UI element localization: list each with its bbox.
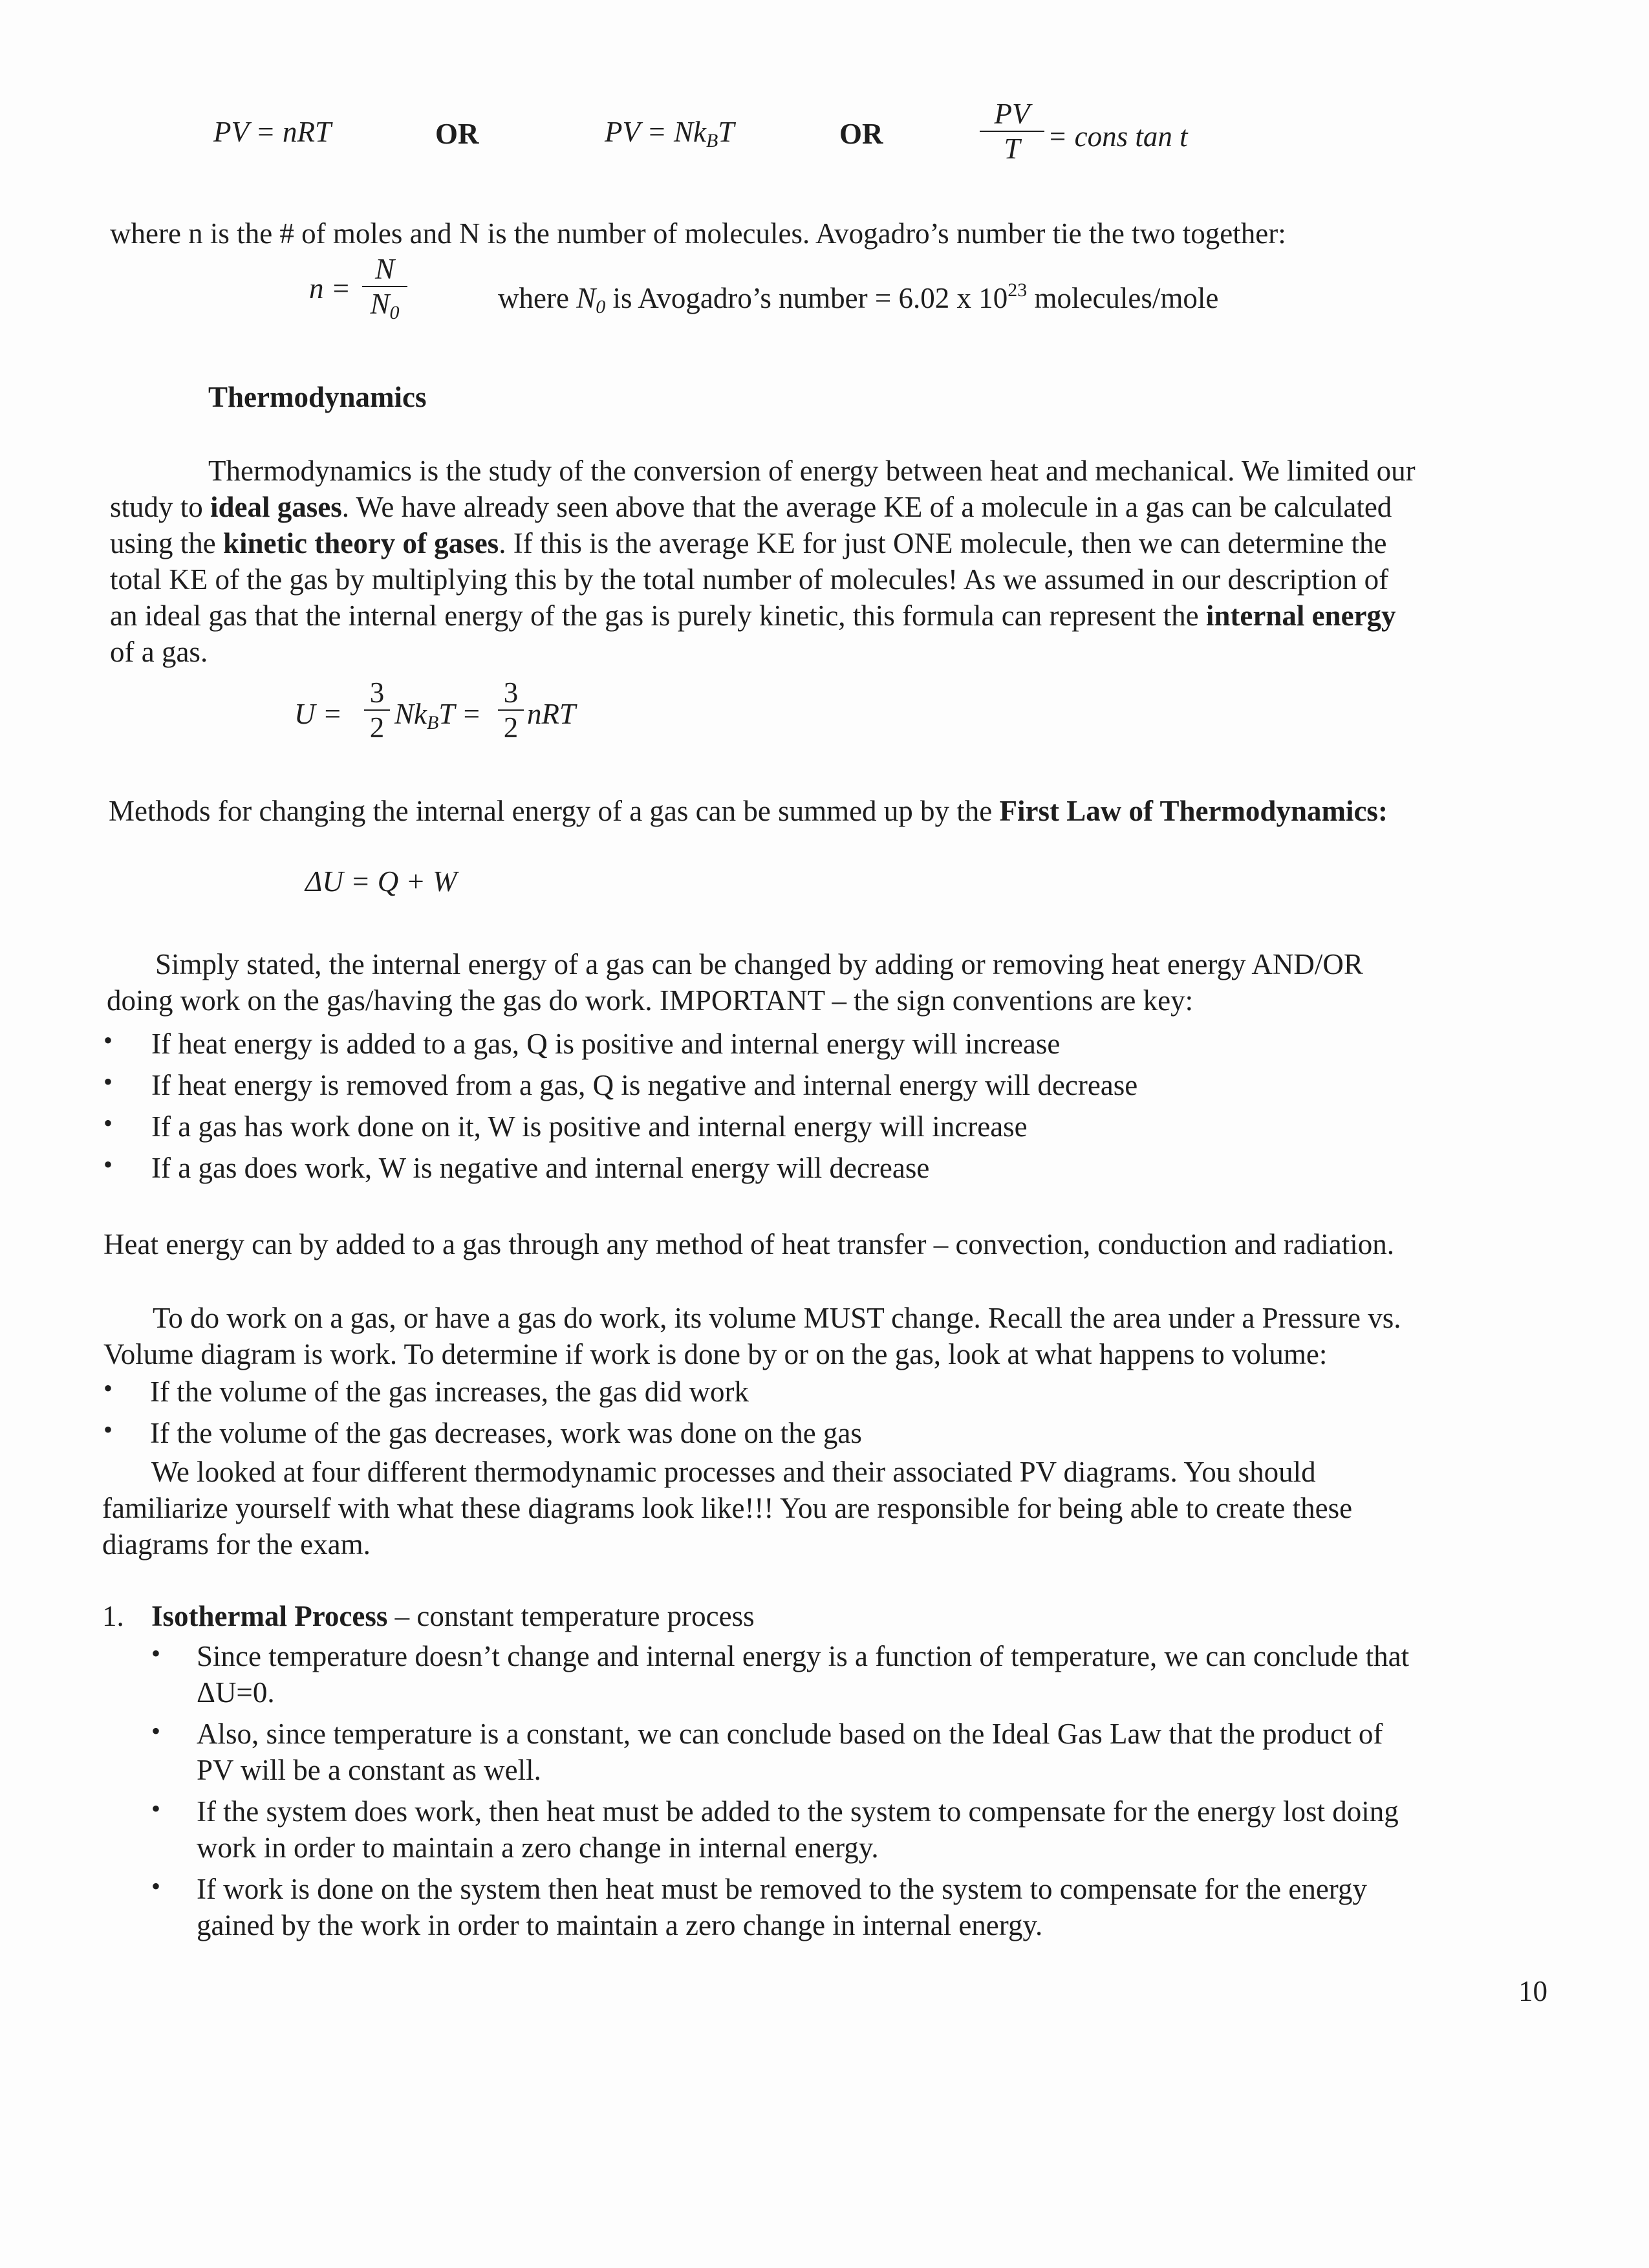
bullet-icon: •	[103, 1374, 113, 1403]
fraction-denominator: 2	[498, 709, 524, 744]
para-line: Simply stated, the internal energy of a gas can be changed by adding or removing heat energy AND/OR	[155, 948, 1363, 980]
list-item-text: Also, since temperature is a constant, we can conclude based on the Ideal Gas Law that the product of PV will be a constant as well.	[197, 1718, 1383, 1786]
bullet-icon: •	[103, 1150, 113, 1179]
or-label-2: OR	[839, 118, 883, 150]
list-item-text: If the volume of the gas decreases, work was done on the gas	[150, 1417, 862, 1449]
bullet-icon: •	[151, 1872, 161, 1901]
list-item-text: If heat energy is removed from a gas, Q is negative and internal energy will decrease	[151, 1069, 1138, 1101]
work-paragraph	[103, 1300, 1591, 1372]
three-halves-fraction-1	[364, 676, 390, 744]
fraction-denominator: T	[980, 131, 1044, 166]
para-line: Volume diagram is work. To determine if work is done by or on the gas, look at what happens to volume:	[103, 1338, 1328, 1370]
or-label-1: OR	[435, 118, 479, 150]
first-law-equation: ΔU = Q + W	[305, 865, 457, 898]
para-line: Thermodynamics is the study of the conversion of energy between heat and mechanical. We limited our	[208, 455, 1416, 487]
bullet-icon: •	[103, 1067, 113, 1096]
para-line: To do work on a gas, or have a gas do work, its volume MUST change. Recall the area under a Pressure vs.	[153, 1302, 1401, 1334]
list-item-text: If a gas has work done on it, W is positive and internal energy will increase	[151, 1110, 1028, 1143]
section-heading: Thermodynamics	[208, 381, 427, 413]
avogadro-definition: where $N_0$ is Avogadro’s number = 6.02 x $10^{23}$ molecules/mole	[498, 279, 1219, 318]
para-line: of a gas.	[110, 636, 208, 668]
bullet-icon: •	[103, 1108, 113, 1138]
bullet-icon: •	[151, 1716, 161, 1745]
internal-energy-end: nRT	[527, 698, 576, 730]
para-line: familiarize yourself with what these diagrams look like!!! You are responsible for being able to create these	[102, 1492, 1353, 1524]
list-item-text: If a gas does work, W is negative and internal energy will decrease	[151, 1152, 930, 1184]
page-number: 10	[1518, 1975, 1547, 2007]
isothermal-heading: Isothermal Process – constant temperature process	[151, 1600, 755, 1632]
fraction-numerator: PV	[994, 98, 1030, 130]
para-line: study to ideal gases. We have already seen above that the average KE of a molecule in a gas can be calculated	[110, 491, 1392, 523]
list-item-text: Since temperature doesn’t change and internal energy is a function of temperature, we can conclude that ΔU=0.	[197, 1640, 1410, 1709]
bullet-icon: •	[103, 1026, 113, 1055]
fraction-numerator: 3	[503, 676, 519, 709]
fraction-denominator: $N_0$	[362, 286, 407, 324]
three-halves-fraction-2	[498, 676, 524, 744]
ideal-gas-eq-moles: PV = nRT	[213, 116, 332, 148]
constant-rhs: = cons tan t	[1048, 120, 1188, 153]
thermodynamics-paragraph	[110, 453, 1597, 670]
fraction-numerator: N	[374, 253, 394, 285]
simply-stated-paragraph	[107, 946, 1594, 1019]
isothermal-number: 1.	[102, 1600, 124, 1632]
list-item-text: If work is done on the system then heat must be removed to the system to compensate for the energy gained by the work in order to maintain a zero change in internal energy.	[197, 1873, 1367, 1941]
para-line: an ideal gas that the internal energy of the gas is purely kinetic, this formula can represent the internal energy	[110, 599, 1396, 632]
list-item-text: If the system does work, then heat must be added to the system to compensate for the energy lost doing work in order to maintain a zero change in internal energy.	[197, 1795, 1399, 1864]
list-item-text: If heat energy is added to a gas, Q is positive and internal energy will increase	[151, 1028, 1061, 1060]
para-line: We looked at four different thermodynamic processes and their associated PV diagrams. You should	[151, 1456, 1316, 1488]
internal-energy-middle: $Nk_BT$ =	[394, 698, 482, 733]
para-line: doing work on the gas/having the gas do work. IMPORTANT – the sign conventions are key:	[107, 984, 1194, 1017]
moles-explanation: where n is the # of moles and N is the number of molecules. Avogadro’s number tie the two together:	[110, 217, 1286, 250]
para-line: total KE of the gas by multiplying this by the total number of molecules! As we assumed in our description of	[110, 563, 1389, 596]
bullet-icon: •	[151, 1794, 161, 1823]
bullet-icon: •	[103, 1415, 113, 1444]
n-over-n0-fraction	[362, 252, 407, 324]
fraction-numerator: 3	[369, 676, 385, 709]
para-line: diagrams for the exam.	[102, 1528, 371, 1561]
fraction-denominator: 2	[364, 709, 390, 744]
list-item-text: If the volume of the gas increases, the gas did work	[150, 1376, 749, 1408]
processes-paragraph	[102, 1454, 1602, 1562]
para-line: using the kinetic theory of gases. If this is the average KE for just ONE molecule, then we can determine the	[110, 527, 1387, 559]
ideal-gas-eq-molecules: PV = $Nk_BT$	[605, 116, 735, 151]
bullet-icon: •	[151, 1639, 161, 1668]
first-law-intro: Methods for changing the internal energy of a gas can be summed up by the First Law of Thermodynamics:	[109, 795, 1388, 827]
pv-over-t-fraction	[980, 97, 1044, 166]
internal-energy-lhs: U =	[294, 698, 343, 730]
heat-transfer-line: Heat energy can by added to a gas through any method of heat transfer – convection, conduction and radiation.	[103, 1228, 1394, 1260]
avogadro-lhs: n =	[309, 272, 351, 305]
